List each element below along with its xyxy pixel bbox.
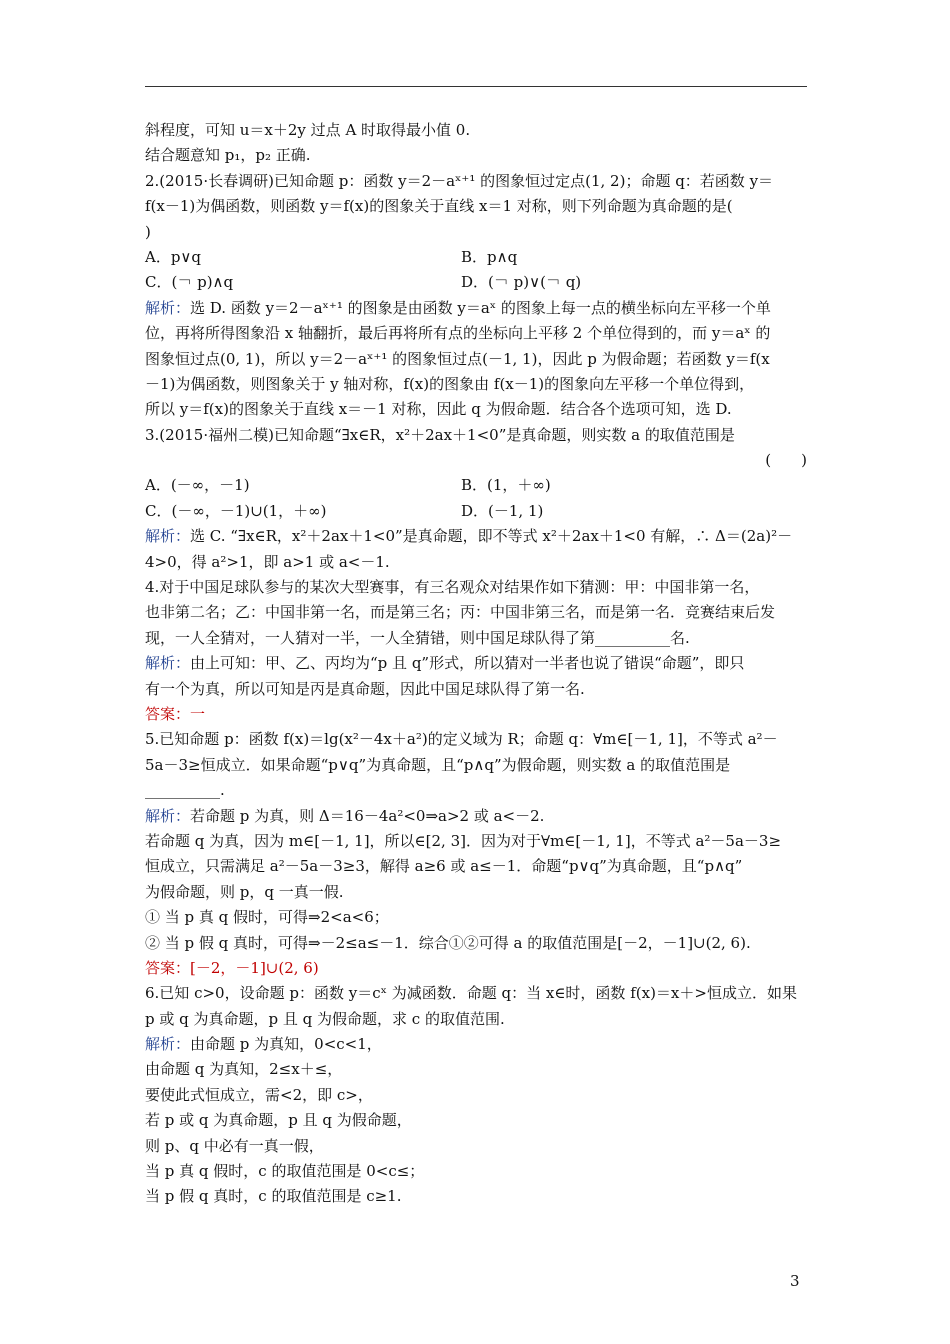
solution-label: 解析： — [145, 654, 191, 673]
text-line — [145, 829, 807, 854]
text-line — [145, 600, 807, 625]
line-text: ) — [145, 222, 151, 241]
text-line — [145, 321, 807, 346]
text-line — [145, 1108, 807, 1133]
header-rule — [145, 86, 807, 87]
line-text: 当 p 假 q 真时，c 的取值范围是 c≥1. — [145, 1187, 402, 1206]
line-text: 则 p、q 中必有一真一假， — [145, 1136, 324, 1155]
line-text: 所以 y＝f(x)的图象关于直线 x＝－1 对称，因此 q 为假命题．结合各个选项可知，选 D. — [145, 400, 732, 419]
solution-label: 解析： — [145, 806, 191, 825]
line-text: 由命题 p 为真知，0<c<1， — [190, 1035, 382, 1054]
line-text: __________. — [145, 781, 225, 800]
text-line — [145, 626, 807, 651]
text-line — [145, 550, 807, 575]
text-line — [145, 1083, 807, 1108]
line-text: 由命题 q 为真知，2≤x＋≤， — [145, 1060, 343, 1079]
line-text: 3.(2015·福州二模)已知命题“∃x∈R，x²＋2ax＋1<0”是真命题，则实数 a 的取值范围是 — [145, 425, 735, 444]
page-number: 3 — [790, 1272, 800, 1290]
solution-line — [145, 296, 807, 321]
line-text: 选 C. “∃x∈R，x²＋2ax＋1<0”是真命题，即不等式 x²＋2ax＋1<0 有解，∴ Δ＝(2a)²－ — [190, 527, 793, 546]
text-line — [145, 854, 807, 879]
option-item: A．(－∞，－1) — [145, 476, 250, 495]
text-line — [145, 1184, 807, 1209]
text-line — [145, 423, 807, 448]
option-item: B．p∧q — [461, 247, 518, 266]
line-text: 斜程度，可知 u＝x＋2y 过点 A 时取得最小值 0. — [145, 121, 471, 139]
text-line — [145, 727, 807, 752]
text-line — [145, 194, 807, 219]
line-text: ② 当 p 假 q 真时，可得⇒－2≤a≤－1．综合①②可得 a 的取值范围是[－2，－1]∪(2, 6). — [145, 933, 751, 952]
text-line — [145, 880, 807, 905]
line-text: ① 当 p 真 q 假时，可得⇒2<a<6； — [145, 908, 389, 927]
options-row — [145, 270, 807, 295]
line-text: ( ) — [765, 451, 807, 470]
text-line — [145, 347, 807, 372]
text-line — [145, 1134, 807, 1159]
line-text: 4.对于中国足球队参与的某次大型赛事，有三名观众对结果作如下猜测：甲：中国非第一名， — [145, 578, 760, 597]
line-text: 有一个为真，所以可知是丙是真命题，因此中国足球队得了第一名. — [145, 679, 585, 698]
line-text: 选 D. 函数 y＝2－aˣ⁺¹ 的图象是由函数 y＝aˣ 的图象上每一点的横坐标向左平移一个单 — [190, 298, 771, 317]
text-line — [145, 753, 807, 778]
options-row — [145, 499, 807, 524]
line-text: 位，再将所得图象沿 x 轴翻折，最后再将所有点的坐标向上平移 2 个单位得到的，而 y＝aˣ 的 — [145, 324, 771, 343]
line-text: 图象恒过点(0, 1)，所以 y＝2－aˣ⁺¹ 的图象恒过点(－1, 1)，因此 p 为假命题；若函数 y＝f(x — [145, 349, 770, 368]
line-text: 若命题 q 为真，因为 m∈[－1, 1]，所以∈[2, 3]．因为对于∀m∈[－1, 1]，不等式 a²－5a－3≥ — [145, 831, 782, 850]
line-text: 为假命题，则 p，q 一真一假. — [145, 882, 344, 901]
text-line — [145, 397, 807, 422]
line-text: 6.已知 c>0，设命题 p：函数 y＝cˣ 为减函数．命题 q：当 x∈时，函数 f(x)＝x＋>恒成立．如果 — [145, 984, 797, 1003]
line-text: 要使此式恒成立，需<2，即 c>， — [145, 1085, 373, 1104]
line-text: 由上可知：甲、乙、丙均为“p 且 q”形式，所以猜对一半者也说了错误“命题”，即只 — [190, 654, 745, 673]
line-text: 5.已知命题 p：函数 f(x)＝lg(x²－4x＋a²)的定义域为 R；命题 q：∀m∈[－1, 1]，不等式 a²－ — [145, 730, 778, 749]
line-text: 2.(2015·长春调研)已知命题 p：函数 y＝2－aˣ⁺¹ 的图象恒过定点(1, 2)；命题 q：若函数 y＝ — [145, 171, 774, 190]
line-text: 若 p 或 q 为真命题，p 且 q 为假命题， — [145, 1111, 412, 1130]
line-text: f(x－1)为偶函数，则函数 y＝f(x)的图象关于直线 x＝1 对称，则下列命题为真命题的是( — [145, 197, 733, 216]
text-line — [145, 905, 807, 930]
text-line — [145, 575, 807, 600]
line-text: 也非第二名；乙：中国非第一名，而是第三名；丙：中国非第三名，而是第一名．竞赛结束后发 — [145, 603, 776, 622]
text-line — [145, 118, 807, 143]
text-line — [145, 1057, 807, 1082]
text-line — [145, 143, 807, 168]
option-item: C．(￢ p)∧q — [145, 273, 234, 292]
text-line — [145, 981, 807, 1006]
text-line — [145, 1007, 807, 1032]
line-text: －1)为偶函数，则图象关于 y 轴对称，f(x)的图象由 f(x－1)的图象向左平移一个单位得到， — [145, 374, 755, 393]
line-text: 恒成立，只需满足 a²－5a－3≥3，解得 a≥6 或 a≤－1．命题“p∨q”为真命题，且“p∧q” — [145, 857, 743, 876]
text-line — [145, 169, 807, 194]
solution-label: 解析： — [145, 527, 191, 546]
option-item: D．(－1, 1) — [461, 501, 544, 520]
text-line — [145, 372, 807, 397]
text-line — [145, 931, 807, 956]
line-text: 当 p 真 q 假时，c 的取值范围是 0<c≤； — [145, 1162, 425, 1181]
solution-label: 解析： — [145, 298, 191, 317]
option-item: D．(￢ p)∨(￢ q) — [461, 273, 582, 292]
solution-line — [145, 651, 807, 676]
solution-line — [145, 804, 807, 829]
solution-line — [145, 524, 807, 549]
options-row — [145, 245, 807, 270]
text-line — [145, 778, 807, 803]
text-line — [145, 220, 807, 245]
text-line — [145, 1159, 807, 1184]
document-body — [145, 118, 807, 1210]
solution-label: 解析： — [145, 1035, 191, 1054]
solution-line — [145, 1032, 807, 1057]
line-text: 5a－3≥恒成立．如果命题“p∨q”为真命题，且“p∧q”为假命题，则实数 a 的取值范围是 — [145, 755, 731, 774]
text-line — [145, 448, 807, 473]
line-text: 若命题 p 为真，则 Δ＝16－4a²<0⇒a>2 或 a<－2. — [190, 806, 545, 825]
option-item: A．p∨q — [145, 247, 202, 266]
line-text: 结合题意知 p₁，p₂ 正确. — [145, 146, 311, 165]
answer-line: 答案：一 — [145, 704, 206, 723]
line-text: 现，一人全猜对，一人猜对一半，一人全猜错，则中国足球队得了第__________名. — [145, 628, 690, 647]
option-item: B．(1，＋∞) — [461, 476, 551, 495]
options-row — [145, 473, 807, 498]
line-text: p 或 q 为真命题，p 且 q 为假命题，求 c 的取值范围. — [145, 1009, 505, 1028]
text-line — [145, 677, 807, 702]
option-item: C．(－∞，－1)∪(1，＋∞) — [145, 501, 327, 520]
line-text: 4>0，得 a²>1，即 a>1 或 a<－1. — [145, 552, 390, 571]
answer-line: 答案：[－2，－1]∪(2, 6) — [145, 958, 319, 977]
